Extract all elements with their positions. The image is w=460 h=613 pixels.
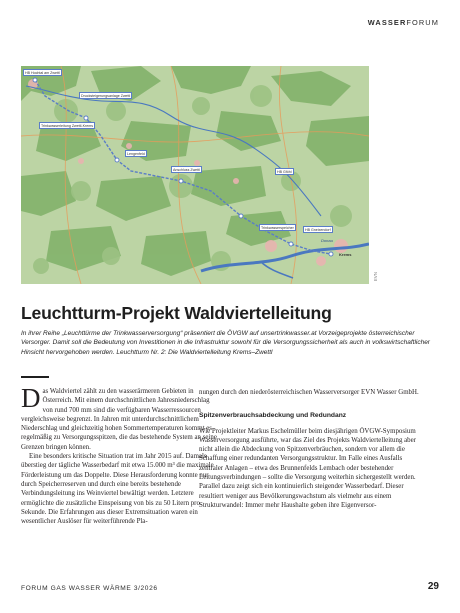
left-paragraph-1-text: as Waldviertel zählt zu den wasserärmeren Gebieten in Österreich. Mit einem durchschnittlichen Jahresniederschlag von rund 700 mm sind die verfügbaren Wasserressourcen vergleichsweise begrenzt. In Jahren mit unterdurchschnittlichem Niederschlag und gleichzeitig hohen Sommertemperaturen kommt es regelmäßig zu Versorgungsspitzen, die das bestehende System an seine Grenzen bringen können.	[21, 388, 217, 451]
route-map	[21, 66, 369, 284]
map-label-2: Drucksteigerungsanlage Zwettl	[81, 93, 131, 98]
left-paragraph-2: Eine besonders kritische Situation trat im Jahr 2015 auf. Damals überstieg der tägliche Wasserbedarf mit etwa 15.000 m³ die maximale Förderleistung um das Doppelte. Diese Herausforderung konnte nur durch Speicherreserven und durch eine bereits bestehende Verbindungsleitung ins Weinviertel bewältigt werden. Letztere ermöglichte die zusätzliche Einspeisung von bis zu 50 Litern pro Sekunde. Die Erfahrungen aus dieser Extremsituation waren ein wesentlicher Auslöser für weiterführende Pla-	[21, 453, 214, 526]
section-tag-bold: WASSER	[367, 18, 407, 27]
dropcap: D	[21, 383, 41, 413]
map-label-1: HB Hochtal am Zwettl	[25, 70, 60, 75]
map-label-7: HB Gneixendorf	[305, 227, 331, 232]
map-label-3: Trinkwasserleitung Zwettl-Krems	[41, 123, 93, 128]
column-left	[21, 383, 221, 526]
article-title: Leuchtturm-Projekt Waldviertelleitung	[21, 303, 332, 323]
right-paragraph-2: Wie Projektleiter Markus Eschelmüller beim diesjährigen ÖVGW-Symposium Wasserversorgung ausführte, war das Ziel des Projekts Waldviertelleitung aber nicht allein die Abdeckung von Spitzenverbräuchen, sondern vor allem die Schaffung einer redundanten Versorgungsstruktur. Im Falle eines Ausfalls zentraler Anlagen – etwa des Brunnenfelds Lembach oder bestehender Leitungsverbindungen – sollte die Versorgung weiterhin sichergestellt werden. Parallel dazu zeigt sich ein kontinuierlich steigender Wasserbedarf. Dieser resultiert weniger aus Bevölkerungswachstum als vielmehr aus einem Strukturwandel: Immer mehr Haushalte geben ihre Eigenversor-	[199, 427, 416, 509]
subheading: Spitzenverbrauchsabdeckung und Redundanz	[199, 412, 347, 420]
map-graphic	[21, 66, 369, 284]
section-tag-regular: FORUM	[406, 18, 439, 27]
map-label-4: Lengenfeld	[127, 151, 145, 156]
map-label-5: HB Gföhl	[277, 169, 292, 174]
map-label-10: Krems	[339, 252, 352, 257]
article-lead: In ihrer Reihe „Leuchttürme der Trinkwasserversorgung“ präsentiert die ÖVGW auf unsertrinkwasser.at Vorzeigeprojekte österreichischer Versorger. Damit soll die Bedeutung von Investitionen in die Infrastruktur sowohl für die Versorgungssicherheit als auch in volkswirtschaftlicher Hinsicht hervorgehoben werden. Leuchtturm Nr. 2: Die Waldviertelleitung Krems–Zwettl	[21, 330, 430, 356]
column-right	[199, 388, 419, 510]
page-number: 29	[427, 581, 439, 592]
left-paragraph-1	[21, 383, 221, 452]
right-paragraph-1: nungen durch den niederösterreichischen Wasserversorger EVN Wasser GmbH.	[199, 389, 419, 396]
map-label-9: Donau	[321, 238, 333, 243]
map-credit: EVN	[373, 272, 378, 282]
section-tag	[368, 18, 439, 27]
footer-publication: FORUM GAS WASSER WÄRME 3/2026	[21, 585, 158, 592]
map-label-6: Anschluss Zwettl	[173, 167, 200, 172]
map-label-8: Trinkwasserspeicher	[261, 225, 294, 230]
section-rule	[21, 376, 49, 378]
